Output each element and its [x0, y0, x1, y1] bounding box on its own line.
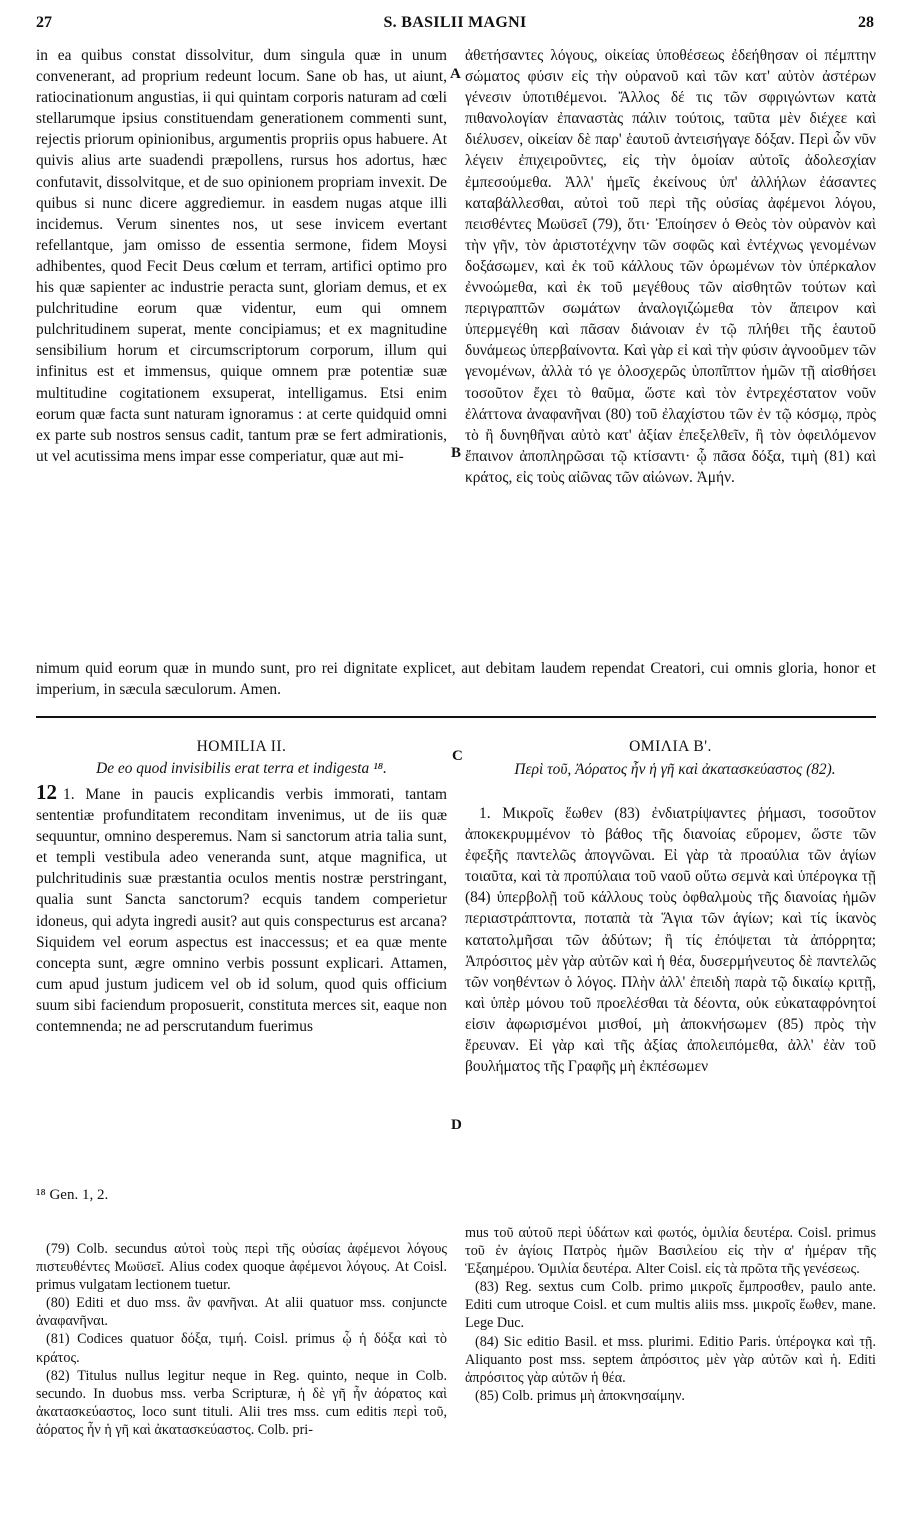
- latin-column-top: [36, 45, 447, 467]
- greek-column-body: [465, 803, 876, 1077]
- critical-notes-right: [465, 1224, 876, 1405]
- page-number-left: 27: [36, 14, 52, 31]
- latin-column-body: [36, 782, 447, 1037]
- note-79: (79) Colb. secundus αὐτοὶ τοὺς περὶ τῆς οὐσίας ἀφέμενοι λόγους πιστευθέντες Μωϋσεῖ. Alius codex quoque ἀφέμενοι λόγους. At Coisl. primus vulgatam lectionem tuetur.: [36, 1241, 447, 1294]
- latin-paragraph-top: in ea quibus constat dissolvitur, dum singula quæ in unum convenerant, ad proprium redeunt locum. Sane ob has, ut aiunt, ratiocinationum angustias, ii qui quintam corporis naturam ad cœli stellarumque ipsius constituendam generationem commenti sunt, rejectis priorum opinionibus, argumentis propriis opus habuere. At quivis alius arte suadendi præpollens, rursus hos adortus, hæc confutavit, dissolvitque, et de suo opinionem propriam invexit. De quibus si nunc dicere aggrediemur. in easdem nugas atque illi incidemus. Verum sinentes nos, ut sese invicem evertant refellantque, jam omisso de essentia sermone, fidem Moysi adhibentes, quod Fecit Deus cœlum et terram, artifici optimo pro his quæ sapienter ac industrie peracta sunt, gloriam demus, et ex pulchritudine eorum quæ videntur, eum qui omnem pulchritudinem superat, mente concipiamus; et ex magnitudine sensibilium horum et circumscriptorum corporum, illum qui infinitus est et immensus, quique omnem præ potentiæ suæ multitudine cogitationem exsuperat, intelligamus. Etsi enim eorum quæ facta sunt naturam ignoramus : at certe quidquid omni ex parte sub nostros sensus cadit, tantum præ se fert admirationis, ut vel acutissima mens impar esse comperiatur, quæ aut mi-: [36, 47, 447, 465]
- greek-body-text: 1. Μικροῖς ἕωθεν (83) ἐνδιατρίψαντες ῥήμασι, τοσοῦτον ἀποκεκρυμμένον τὸ βάθος τῆς διανοίας εὕρομεν, ὥστε τῶν ἐφεξῆς παντελῶς ἀπογνῶναι. Εἰ γὰρ τὰ προαύλια τῶν ἁγίων τοιαῦτα, καὶ τὰ προπύλαια τοῦ ναοῦ οὕτω σεμνὰ καὶ ὑπέρογκα τῇ (84) ὑπερβολῇ τοῦ κάλλους τοὺς ὀφθαλμοὺς τῆς διανοίας ἡμῶν περιαστράπτοντα, ποταπὰ τὰ Ἅγια τῶν ἁγίων; καὶ τίς ἱκανὸς κατατολμῆσαι τῶν ἀδύτων; ἢ τίς ἐπόψεται τὰ ἀπόρρητα; Ἀπρόσιτος μὲν γὰρ αὐτῶν καὶ ἡ θέα, δυσερμήνευτος δὲ παντελῶς τῶν νοηθέντων ὁ λόγος. Πλὴν ἀλλ' ἐπειδὴ παρὰ τῷ δικαίῳ κριτῇ, καὶ ὑπὲρ μόνου τοῦ προελέσθαι τὰ δέοντα, οὐκ εὐκαταφρόνητοί εἰσιν ἀφωρισμένοι μισθοί, μὴ ἀποκνήσωμεν (85) πρὸς τὴν ἔρευναν. Εἰ γὰρ καὶ τῆς ἀξίας ἀπολειπόμεθα, ἀλλ' ἐὰν τοῦ βουλήματος τῆς Γραφῆς μὴ ἐκπέσωμεν: [465, 805, 876, 1076]
- note-82-continued: mus τοῦ αὐτοῦ περὶ ὑδάτων καὶ φωτός, ὁμιλία δευτέρα. Coisl. primus τοῦ ἐν ἁγίοις Πατρὸς ἡμῶν Βασιλείου εἰς τὴν α' ἡμέραν τῆς Ἑξαημέρου. Ὁμιλία δευτέρα. Alter Coisl. εἰς τὰ πρῶτα τῆς γενέσεως.: [465, 1225, 876, 1278]
- page-header: [36, 14, 874, 40]
- homily-greek-subtitle: Περὶ τοῦ, Ἀόρατος ἦν ἡ γῆ καὶ ἀκατασκεύαστος (82).: [514, 761, 836, 778]
- greek-column-top: [465, 45, 876, 488]
- note-81: (81) Codices quatuor δόξα, τιμή. Coisl. primus ᾧ ἡ δόξα καὶ τὸ κράτος.: [36, 1331, 447, 1366]
- note-82: (82) Titulus nullus legitur neque in Reg. quinto, neque in Colb. secundo. In duobus mss. verba Scripturæ, ἡ δὲ γῆ ἦν ἀόρατος καὶ ἀκατασκεύαστος, loco sunt tituli. Alii tres mss. cum editis περὶ τοῦ, ἀόρατος ἦν ἡ γῆ καὶ ἀκατασκεύαστος. Colb. pri-: [36, 1367, 447, 1438]
- section-marker-a: A: [450, 66, 461, 82]
- note-85: (85) Colb. primus μὴ ἀποκνησαίμην.: [475, 1387, 685, 1404]
- section-marker-c: C: [452, 748, 463, 764]
- scripture-footnote: ¹⁸ Gen. 1, 2.: [36, 1187, 109, 1203]
- note-83: (83) Reg. sextus cum Colb. primo μικροῖς ἔμπροσθεν, paulo ante. Editi cum utroque Coisl. et cum multis aliis mss. μικροῖς ἕωθεν, mane. Lege Duc.: [465, 1279, 876, 1332]
- homily-latin-subtitle: De eo quod invisibilis erat terra et indigesta ¹⁸.: [96, 760, 387, 777]
- latin-body-text: 1. Mane in paucis explicandis verbis immorati, tantam sententiæ profunditatem reconditam invenimus, ut de iis quæ sequuntur, omnino desperemus. Nam si sanctorum atria talia sunt, et templi vestibula adeo veneranda sunt, atque magnifica, ut pulchritudinis suæ præstantia oculos mentis nostræ perstringant, qualia sunt Sancta sanctorum? ecquis tandem comperietur idoneus, qui adyta ingredi ausit? aut quis conspecturus est arcana? Siquidem vel eorum aspectus est inaccessus; et ea quæ mente concepta sunt, ægre omnino verbis possunt explicari. Attamen, cum apud justum judicem vel ob id solum, quod quis officium suum sibi faciendum proposuerit, constituta merces sit, eaque non contemnenda; ne ad perscrutandum fuerimus: [36, 786, 447, 1036]
- note-84: (84) Sic editio Basil. et mss. plurimi. Editio Paris. ὑπέρογκα καὶ τῇ. Aliquanto post mss. septem ἀπρόσιτος μὲν γὰρ αὐτῶν καὶ ἡ. Editi ἀπρόσιτος γὰρ αὐτῶν ἡ θέα.: [465, 1333, 876, 1386]
- homily-greek-title: ΟΜΙΛΙΑ Β'.: [629, 738, 712, 755]
- latin-conclusion-text: nimum quid eorum quæ in mundo sunt, pro rei dignitate explicet, aut debitam laudem rependat Creatori, cui omnis gloria, honor et imperium, in sæcula sæculorum. Amen.: [36, 660, 876, 699]
- section-marker-b: B: [451, 445, 462, 461]
- section-divider: [36, 716, 876, 718]
- section-marker-d: D: [451, 1117, 462, 1133]
- homily-latin-title: HOMILIA II.: [196, 738, 287, 755]
- critical-notes-left: [36, 1240, 447, 1439]
- running-title: S. BASILII MAGNI: [383, 14, 527, 31]
- greek-paragraph-top: ἀθετήσαντες λόγους, οἰκείας ὑποθέσεως ἐδεήθησαν οἱ πέμπτην σώματος φύσιν εἰς τὴν οὐρανοῦ καὶ τῶν κατ' αὐτὸν ἀστέρων γένεσιν ὑποτιθέμενοι. Ἄλλος δέ τις τῶν σφριγώντων κατὰ πιθανολογίαν ἐπαναστὰς πάλιν τούτοις, ταῦτα μὲν διέχεε καὶ διέλυσεν, οἰκείαν δὲ παρ' ἑαυτοῦ ἀντεισήγαγε δόξαν. Περὶ ὧν νῦν λέγειν ἐπιχειροῦντες, εἰς τὴν ὁμοίαν αὐτοῖς ἀδολεσχίαν ἐμπεσούμεθα. Ἀλλ' ἡμεῖς ἐκείνους ὑπ' ἀλλήλων ἐάσαντες καταβάλλεσθαι, αὐτοὶ τοῦ περὶ τῆς οὐσίας ἀφέμενοι λόγου, πεισθέντες Μωϋσεῖ (79), ὅτι· Ἐποίησεν ὁ Θεὸς τὸν οὐρανὸν καὶ τὴν γῆν, τὸν ἀριστοτέχνην τῶν σοφῶς καὶ ἐντέχνως γενομένων δοξάσωμεν, καὶ ἐκ τοῦ κάλλους τῶν ὁρωμένων τὸν ὑπέρκαλον ἐννοώμεθα, καὶ ἐκ τοῦ μεγέθους τῶν αἰσθητῶν τούτων καὶ περιγραπτῶν σωμάτων ἀναλογιζώμεθα τὸν ἄπειρον καὶ ὑπερμεγέθη καὶ πᾶσαν διάνοιαν ἐν τῷ πλήθει τῆς ἑαυτοῦ δυνάμεως ὑπερβαίνοντα. Καὶ γὰρ εἰ καὶ τὴν φύσιν ἀγνοοῦμεν τῶν γενομένων, ἀλλὰ τό γε ὁλοσχερῶς ὑποπῖπτον ἡμῶν τῇ αἰσθήσει τοσοῦτον ἔχει τὸ θαῦμα, ὥστε καὶ τὸν ἐντρεχέστατον νοῦν ἐλάττονα ἀναφανῆναι (80) τοῦ ἐλαχίστου τῶν ἐν τῷ κόσμῳ, πρὸς τὸ ἢ δυνηθῆναι αὐτὸ κατ' ἀξίαν ἐπεξελθεῖν, ἢ τὸν ὀφειλόμενον ἔπαινον ἀποπληρῶσαι τῷ κτίσαντι· ᾧ πᾶσα δόξα, τιμὴ (81) καὶ κράτος, εἰς τοὺς αἰῶνας τῶν αἰώνων. Ἀμήν.: [465, 47, 876, 486]
- page-number-right: 28: [858, 14, 874, 31]
- latin-conclusion: [36, 658, 876, 700]
- note-80: (80) Editi et duo mss. ἂν φανῆναι. At alii quatuor mss. conjuncte ἀναφανῆναι.: [36, 1295, 447, 1330]
- column-number: 12: [36, 780, 57, 804]
